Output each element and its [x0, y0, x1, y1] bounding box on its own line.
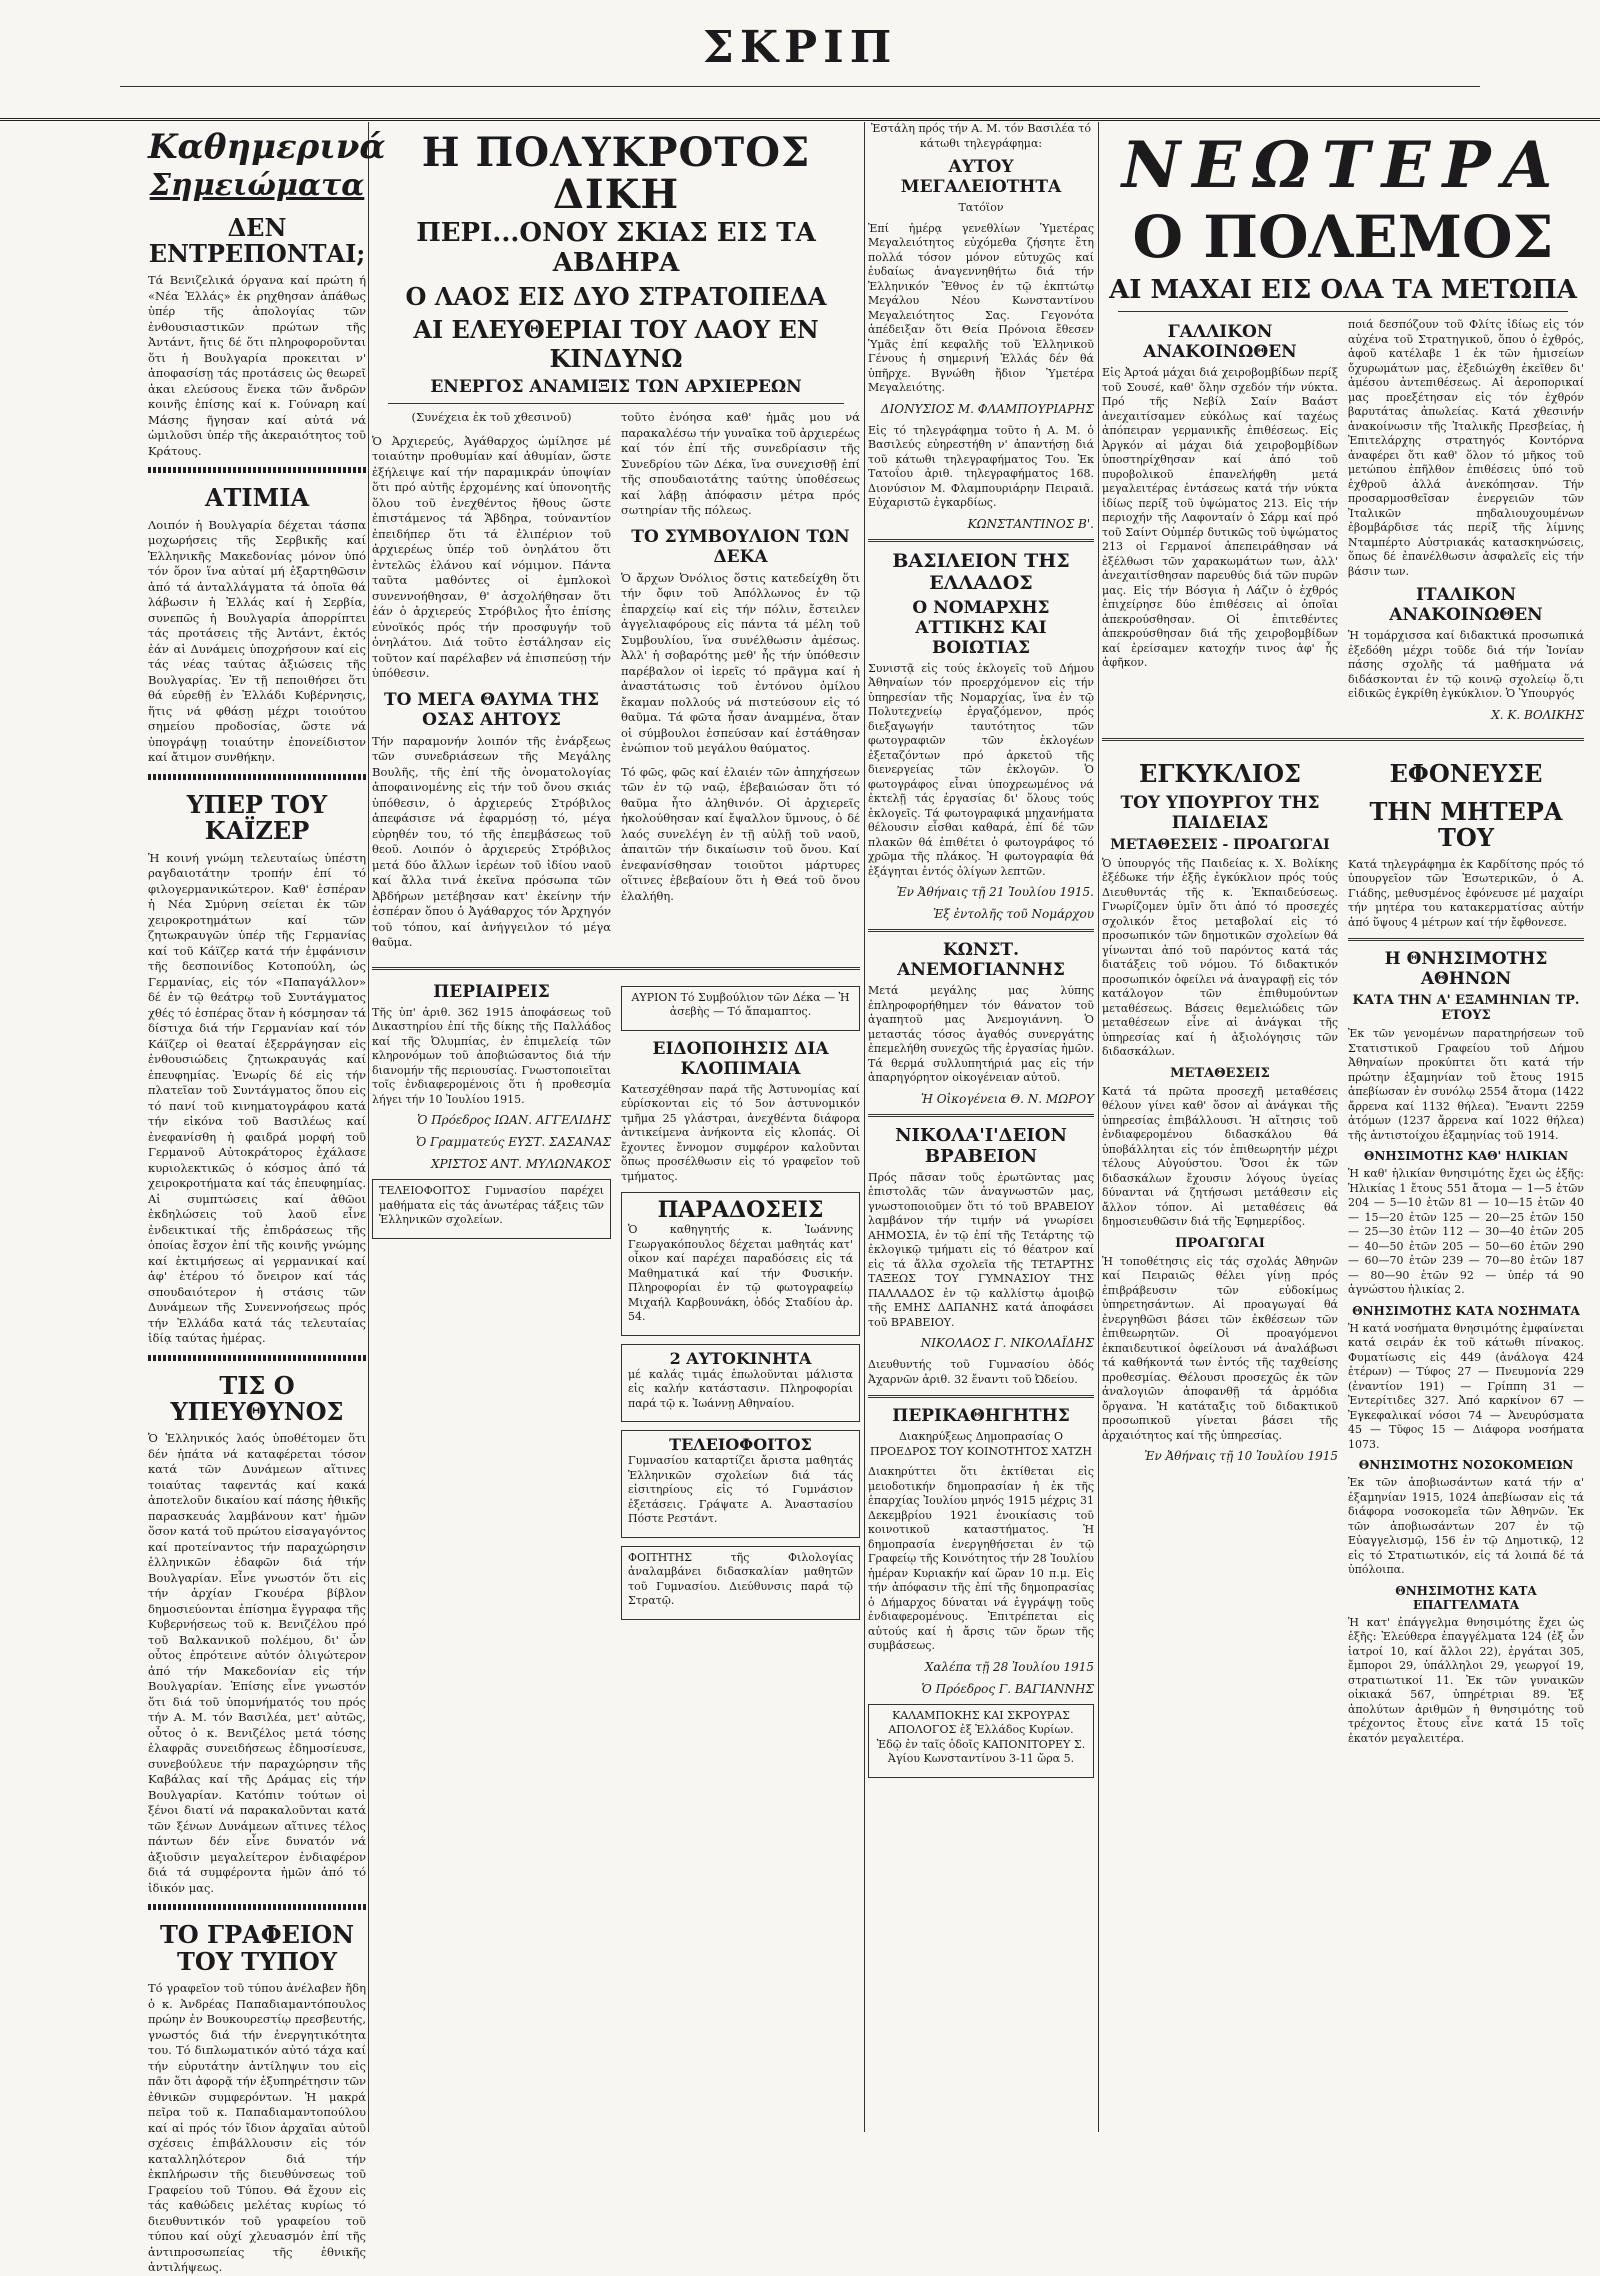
notice-signature: Ὁ Γραμματεύς ΕΥΣΤ. ΣΑΣΑΝΑΣ [416, 1135, 611, 1149]
section-heading: ΝΙΚΟΛΑ'Ι'ΔΕΙΟΝ ΒΡΑΒΕΙΟΝ [895, 1124, 1067, 1167]
notice-signature: ΧΡΙΣΤΟΣ ΑΝΤ. ΜΥΛΩΝΑΚΟΣ [430, 1157, 611, 1171]
column-1 [148, 122, 386, 2275]
headline-sub: ΠΕΡΙ...ΟΝΟΥ ΣΚΙΑΣ ΕΙΣ ΤΑ ΑΒΔΗΡΑ [416, 218, 816, 278]
section-signature: ΝΙΚΟΛΑΟΣ Γ. ΝΙΚΟΛΑΪΔΗΣ [920, 1336, 1094, 1350]
ad-text: ΚΑΛΑΜΠΟΚΗΣ ΚΑΙ ΣΚΡΟΥΡΑΣ ΑΠΟΛΟΓΟΣ ἐξ Ἑλλάδος Κυρίων. Ἐδῷ ἐν ταῖς ὁδοῖς ΚΑΠΟΝΙΤΟΡΕΥ Σ. Ἀγίου Κωνσταντίνου 3-11 ὥρα 5. [876, 1708, 1086, 1765]
separator [1348, 938, 1584, 941]
article-columns [372, 410, 860, 959]
section-signature: Ἡ Οἰκογένεια Θ. Ν. ΜΩΡΟΥ [921, 1091, 1094, 1106]
article-heading: ΔΕΝ ΕΝΤΡΕΠΟΝΤΑΙ; [148, 212, 366, 269]
war-subheadline: ΑΙ ΜΑΧΑΙ ΕΙΣ ΟΛΑ ΤΑ ΜΕΤΩΠΑ [1109, 275, 1577, 305]
ad-text: μέ καλάς τιμάς ἐπωλοῦνται μάλιστα εἰς καλήν κατάστασιν. Πληροφορίαι παρά τῷ κ. Ἰωάννῃ Αθηναίου. [628, 1367, 853, 1410]
section-body: Πρός πᾶσαν τοῦς ἐρωτῶντας μας ἐπιστολᾶς τῶν ἀναγνωστῶν μας, γνωστοποιοῦμεν ὅτι τό τοῦ ΒΡΑΒΕΙΟΥ λαμβάνον τήν τιμήν νά γνωρίσει ΑΗΜΟΣΙΑ, ἐν τῷ ἐπί τῆς Τετάρτης τῷ ἐκλογικῷ τμήματι εἰς τό θέατρον καί εἰς τά ἄλλα σχολεῖα τῆς ΤΕΤΑΡΤΗΣ ΤΑΞΕΩΣ ΤΟΥ ΓΥΜΝΑΣΙΟΥ ΤΗΣ ΠΑΛΛΑΔΟΣ ἐν τῷ καλλίστῳ ἀμοιβῷ τῆς ΕΜΗΣ ΔΑΠΑΝΗΣ κατά ἀποφάσει τοῦ ΒΡΑΒΕΙΟΥ. [868, 1170, 1094, 1329]
telegram-lead: Ἐστάλη πρός τήν Α. Μ. τόν Βασιλέα τό κάτωθι τηλεγράφημα: [870, 122, 1092, 150]
telegram-place: Τατόϊον [958, 201, 1004, 214]
circular-subheading: ΜΕΤΑΘΕΣΕΙΣ - ΠΡΟΑΓΩΓΑΙ [1110, 836, 1330, 853]
article-body: Τήν παραμονήν λοιπόν τῆς ἐνάρξεως τῶν συνεδριάσεων τῆς Μεγάλης Βουλῆς, τῆς ἐπί τῆς ὀνοματολογίας ἀποφαινομένης εἰς τήν τοῦ ὄνου σκιάς ὑπόθεσιν, ὁ ἀρχιερεύς Στρόβιλος ἀπεφάσισε νά ἐφαρμόσῃ τό, μέγα εὑρηθέν του, τό τῆς ἐπεμβάσεως τοῦ θεοῦ. Λοιπόν ὁ ἀρχιερεύς Στρόβιλος μετά δύο ἄλλων ἱερέων τοῦ ἰδίου ναοῦ καί ἄλλα τινά ἐκεῖνα πρόσωπα τῶν Ἀβδήρων μετέβησαν κατ' ἐκείνην τήν ἑσπέραν ὅπου ὁ Ἀγάθαρχος τόν Ἀρχηγόν τοῦ τόπου, καί ἀνήγγειλον τό μέγα θαῦμα. [372, 733, 611, 949]
article-body: Ὁ Ἑλληνικός λαός ὑποθέτομεν ὅτι δέν ἠπάτα νά καταφέρεται τόσον κατά τῶν Δυνάμεων αἵτινες τοιαύτας ταφεντάς καί κακά ἀποτελοῦν δικαίου καί πάσης ἠθικῆς παρασκευάς λαμβάνουν κατ' ἡμῶν ὅσον κατά τοῦ πρώτου εἰσαγαγόντος καί προτείναντος τήν παραχώρησιν ἑλληνικῶν ἐδαφῶν διά τήν Βουλγαρίαν. Εἶνε γνωστόν ὅτι εἰς τήν ἀρχίαν Γκουέρα βίβλον δημοσιεύονται ἐπίσημα ἔγγραφα τῆς Κυβερνήσεως τοῦ κ. Βενιζέλου πρό τοῦ Βαλκανικοῦ πολέμου, δι' ὧν οὗτος ἐπρότεινε αὐτόν ὀλιγώτερον ἀπό τήν Μακεδονίαν εἰς τήν Βουλγαρίαν. Ἐπίσης εἶνε γνωστόν ὅτι διά τοῦ ὑπομνήματός του πρός τήν Α. Μ. τόν Βασιλέα, μετ' αὐτῶς, οὗτος ὁ κ. Βενιζέλος μετά τόσης ἐλαφρᾶς συνειδήσεως ἐδημοσίευσε, συνεβούλευε τήν παραχώρησιν τῆς Καβάλας καί τῆς Δράμας εἰς τήν Βουλγαρίαν. Κατόπιν τούτων οἱ ξένοι διατί νά παρακαλοῦνται κατά τῶν ξένων Δυνάμεων αἵτινες τέλος πάντων δέν εἶνε δυνατόν νά ἀξιοῦσιν μεγαλείτερον ἐνδιαφέρον διά τά συμφέροντα ἡμῶν ἀπό τό ἰδικόν μας. [148, 1431, 366, 1895]
masthead-rule [120, 86, 1480, 87]
ad-box [621, 1192, 860, 1336]
ad-box [621, 1344, 860, 1423]
column-divider [864, 122, 865, 2132]
section-heading: ΒΑΣΙΛΕΙΟΝ ΤΗΣ ΕΛΛΑΔΟΣ [892, 549, 1070, 594]
lower-left [1102, 749, 1338, 1753]
circular-body: Ἡ τοποθέτησις εἰς τάς σχολάς Ἀθηνῶν καί Πειραιῶς θέλει γίνῃ πρός ἐπιβράβευσιν τῶν εὐδοκίμως ὑπηρετησάντων. Αἱ προαγωγαί θά ἐνεργηθῶσι βάσει τῶν ἐκθέσεων τῶν ἐπιθεωρητῶν. Οἱ προαγόμενοι ἐκπαιδευτικοί ὀφείλουσι νά ἀναλάβωσι τά καθήκοντά των ἐντός τῆς ταχθείσης προθεσμίας. Θέλουσι προσεχῶς ἐκ τῶν ἀναλογιῶν ἀποφανθῇ τά ἀρμόδια ὄργανα. Ἡ κατάταξις τοῦ διδακτικοῦ προσωπικοῦ γίνεται βάσει τῆς ἀρχαιότητος καί τῆς ὑπηρεσίας. [1102, 1254, 1338, 1442]
article-body: Ὁ ἄρχων Ὀνόλιος ὅστις κατεδείχθη ὅτι τήν ὄφιν τοῦ Ἀπόλλωνος ἐν τῷ ἐπαρχείῳ καί εἰς τήν πόλιν, ἔστειλεν ἀγγελιαφόρους εἰς πάντα τά μέλη τοῦ Συμβουλίου, ἵνα συνέλθωσιν ἀμέσως. Ἀλλ' ἡ σοβαρότης μεθ' ἧς τήν ὑπόθεσιν παρέβαλον οἱ ἱερεῖς τό πρᾶγμα καί ἡ ἀναστάτωσις τοῦ ἐντόνου ὁμίλου ἔκαμαν πολλούς νά πιστεύσουν εἰς τό θαῦμα. Τά φῶτα ἦσαν ἀναμμένα, ὅταν οἱ σύμβουλοι ἐσπεύσαν καί ἐστάθησαν ἐνώπιον τοῦ μεγάλου θαύματος. [621, 570, 860, 755]
stats-subheading: ΘΝΗΣΙΜΟΤΗΣ ΚΑΤΑ ΝΟΣΗΜΑΤΑ [1352, 1303, 1580, 1318]
news-body: Κατά τηλεγράφημα ἐκ Καρδίτσης πρός τό ὑπουργεῖον τῶν Ἐσωτερικῶν, ὁ Α. Γιάδης, μεθυσμένος ἐφόνευσε μέ μαχαίρι τήν μητέρα του κατακερματίσας αὐτήν ἀπό ὕψους 4 μέτρων καί τήν ἔφθονεσε. [1348, 857, 1584, 929]
ad-text: ΑΥΡΙΟΝ Τό Συμβούλιον τῶν Δέκα — Ἡ ἀσεβὴς — Τό ἄπαμαπτος. [631, 990, 850, 1018]
telegram-body: Εἰς τό τηλεγράφημα τοῦτο ἡ Α. Μ. ὁ Βασιλεύς εὐηρεστήθη ν' ἀπαντήσῃ διά τοῦ κάτωθι τηλεγραφήματος Του. Ἐκ Τατοΐου ἀριθ. τηλεγραφήματος 168. Διονύσιον Μ. Φλαμπουριάρην Πειραιᾶ. Εὐχαριστῶ ἐγκαρδίως. [868, 423, 1094, 509]
communique-body: ποιά δεσπόζουν τοῦ Φλίτς ἰδίως εἰς τόν αὐχένα τοῦ Στρατηγικοῦ, ὅπου ὁ ἐχθρός, ἀφοῦ κατέλαβε 1 ἐκ τῶν ἡμισείων ὄχυρωμάτων μας, ἐξεδιώχθη ἐκεῖθεν δι' ἀμέσου ἀντεπιθέσεως. Αἱ ἀεροπορικαί μας προεξέτησαν εἰς τόν ἐχθρόν βαρυτάτας ἀπωλείας. Κατά χθεσινήν ἀνακοίνωσιν τῆς Ἰταλικῆς Πρεσβείας, ἡ Ἐπιτελάρχης στρατηγός Κοντόρνα ἀναφέρει ὅτι καθ' ὅλον τό μῆκος τοῦ μετώπου ἐπῆλθον ἐπιθέσεις ὑπό τοῦ ἐχθροῦ ἀλλά ἀνεκόπησαν. Τήν προσαρμοσθεῖσαν ἐνεργειῶν τῶν Ἰταλικῶν πηδαλιουχουμένων ἐβομβάρδισε τάς περίξ τῆς λίμνης Νταμπέρτο Αὐστριακάς κατασκηνώσεις, ὅπως δέ ἐπανέλθωσιν ἀσφαλεῖς εἰς τήν βάσιν των. [1348, 318, 1584, 578]
ad-box [868, 1704, 1094, 1778]
stats-heading: Η ΘΝΗΣΙΜΟΤΗΣ ΑΘΗΝΩΝ [1384, 949, 1548, 990]
article-heading: ΥΠΕΡ ΤΟΥ ΚΑΪΖΕΡ [186, 789, 328, 846]
separator [868, 539, 1094, 542]
notice-body: Κατεσχέθησαν παρά τῆς Ἀστυνομίας καί εὑρίσκονται εἰς τό 5ον ἀστυνομικόν τμῆμα 25 γλάστραι, ἀνεχθέντα διάφορα ἀντικείμενα ἀνήκοντα εἰς κλοπάς. Οἱ ἔχοντες ἔννομον συμφέρον καλοῦνται ὅπως προσέλθωσιν εἰς τό γραφεῖον τοῦ τμήματος. [621, 1082, 860, 1183]
stats-subheading: ΘΝΗΣΙΜΟΤΗΣ ΚΑΘ' ΗΛΙΚΙΑΝ [1363, 1149, 1569, 1164]
section-signature: Ὁ Πρόεδρος Γ. ΒΑΓΙΑΝΝΗΣ [921, 1681, 1094, 1696]
article-body: Τά Βενιζελικά όργανα καί πρώτη ή «Νέα Ἑλλάς» ἐκ ρηχθησαν ἀπάθως ὑπέρ τῆς ἀπολογίας τῶν ἐνθουσιαστικῶν πρώτων τῆς Ἀντάντ, ἤτις δέ ὅτι πληροφοροῦνται ὅτι ἡ Βουλγαρία προκειται ν' ἀποφασίσῃ τάς προτάσεις ὡς θεωρεῖ ἀκαι ελεύσους ἕνεκα τῶν ἄνδρῶν κοινῆς ἐπίσης καί κ. Γούναρη καί Μάσης ῆγησαν καί αὐτά νά ὡμιλοῦσι ὑπέρ τῆς ἀκεραιότητος τοῦ Κράτους. [148, 273, 366, 458]
notice-signature: Ὁ Πρόεδρος ΙΩΑΝ. ΑΓΓΕΛΙΔΗΣ [417, 1113, 611, 1127]
ad-text: Ὁ καθηγητής κ. Ἰωάννης Γεωργακόπουλος δέχεται μαθητάς κατ' οἶκον καί παρέχει παραδόσεις εἰς τά Μαθηματικά καί τήν Φυσικήν. Πληροφορίαι ἐν τῷ φωτογραφείῳ Μιχαήλ Καρβουνάκη, ὁδός Σταδίου ἀρ. 54. [628, 1223, 853, 1323]
column-3 [868, 122, 1094, 2132]
column-divider [368, 122, 369, 2132]
article-body: Τό φῶς, φῶς καί ἐλαιέν τῶν ἀπηχήσεων τῶν ἐν τῷ ναῷ, ἐβεβαιώσαν ὅτι τό θαῦμα ἦτο ἀληθινόν. Οἱ ἀρχιερεῖς ἠκολούθησαν καί ἔψαλλον ὕμνους, ὁ δέ λαός συνελέγη ἐν τῇ αὐλῇ τοῦ ναοῦ, ἀπαιτῶν τήν δικαίωσιν τοῦ ὄνου. Καί ἐνεφανίσθησαν τοιοῦτοι μάρτυρες οἵτινες ἐβεβαίουν ὅτι ἡ Θεά τοῦ ὄνου ἐλαλήθη. [621, 764, 860, 903]
column-4 [1102, 122, 1584, 2132]
circular-date: Ἐν Ἀθήναις τῇ 10 Ἰουλίου 1915 [1144, 1449, 1338, 1464]
article-subheading: ΤΟ ΜΕΓΑ ΘΑΥΜΑ ΤΗΣ ΟΣΑΣ ΑΗΤΟΥΣ [383, 689, 600, 730]
communique-body: Εἰς Ἀρτοά μάχαι διά χειροβομβίδων περίξ τοῦ Σουσέ, καθ' ὅλην σχεδόν τήν νύκτα. Πρό τῆς Νεβίλ Σαίν Βαάστ ἀνεχαιτίσαμεν εὐκόλως καί ταχέως ἀπόπειραν γερμανικῆς ἐπιθέσεως. Εἰς Ἀργκόν αἱ μάχαι διά χειροβομβίδων ὑποστηρίχθησαν καί ἀπό τοῦ πυροβολικοῦ ἐπανελήφθη μετά μεγαλειτέρας ἐντάσεως κατά τήν νύκτα ἰδίως περίξ τοῦ ὑψώματος 213. Εἰς τήν περιοχήν τῆς Λαφονταίν ὁ Σάρμ καί πρό τοῦ Σαίντ Οὐμπέρ δυτικῶς τοῦ ὑψώματος 213 οἱ Γερμανοί ἀπεπειράθησαν νά ἐξέλθωσι τῶν χαρακωμάτων των, ἀλλ' ἀνεχαιτίσθησαν παρευθύς διά τῶν πυρῶν μας. Εἰς τήν Βόσγια ἡ Λάζιν ὁ ἐχθρός ἐπιχείρησε δύο ἐπιθέσεις αἱ ὁποῖαι ἀπεκρούσθησαν. Οἱ ἐπιτεθέντες ἀπεκρούσθησαν διά τῆς χειροβομβίδων καί ἐρείσαμεν κατοχήν τινος ἀφ' ἧς ἀφῆκον. [1102, 366, 1338, 669]
latest-news-banner: ΝΕΩΤΕΡΑ [1121, 128, 1565, 203]
stats-body: Ἐκ τῶν γενομένων παρατηρήσεων τοῦ Στατιστικοῦ Γραφείου τοῦ Δήμου Ἀθηναίων προκύπτει ὅτι κατά τήν πρώτην ἑξαμηνίαν τοῦ ἔτους 1915 ἀπεβίωσαν ἐν συνόλῳ 2554 ἄτομα (1422 ἄρρενα καί 1132 θήλεα). Ἔναντι 2259 ἀτόμων (1237 ἄρρενα καί 1022 θήλεα) τῆς ἀντιστοίχου ἑξαμηνίας τοῦ 1914. [1348, 1027, 1584, 1142]
article-left [372, 410, 611, 959]
circular-subheading: ΠΡΟΑΓΩΓΑΙ [1175, 1235, 1265, 1251]
headline-deck: ΕΝΕΡΓΟΣ ΑΝΑΜΙΞΙΣ ΤΩΝ ΑΡΧΙΕΡΕΩΝ [430, 377, 802, 397]
separator [148, 1904, 366, 1910]
stats-body: Ἡ κατά νοσήματα θνησιμότης ἐμφαίνεται κατά σειράν ἐκ τοῦ κάτωθι πίνακος. Φυματίωσις εἰς 449 (ἀνάλογα 424 ἐτέρων) — Τύφος 27 — Πνευμονία 229 (ἐναντίον 191) — Γρίππη 31 — Ἐντερίτιδες 327. Ἀπό καρκίνον 67 — Ἐγκεφαλικαί νόσοι 74 — Ἀνευρύσματα 45 — Τῦφος 15 — Διάφορα νοσήματα 1073. [1348, 1321, 1584, 1451]
separator [388, 403, 844, 404]
war-left [1102, 318, 1338, 730]
stats-body: Ἡ καθ' ἡλικίαν θνησιμότης ἔχει ὡς ἑξῆς: Ἡλικίας 1 ἔτους 551 ἄτομα — 1—5 ἐτῶν 204 — 5—10 ἐτῶν 81 — 10—15 ἐτῶν 40 — 15—20 ἐτῶν 125 — 20—25 ἐτῶν 150 — 25—30 ἐτῶν 112 — 30—40 ἐτῶν 205 — 40—50 ἐτῶν 205 — 50—60 ἐτῶν 290 — 60—70 ἐτῶν 239 — 70—80 ἐτῶν 187 — 80—90 ἐτῶν 92 — ὑπέρ τά 90 ἀγνώστου ἡλικίας 2. [1348, 1167, 1584, 1297]
notice-heading: ΠΕΡΙΑΙΡΕΙΣ [433, 981, 550, 1002]
ad-box [621, 1546, 860, 1620]
war-headline: Ο ΠΟΛΕΜΟΣ [1132, 203, 1554, 271]
separator [868, 929, 1094, 932]
masthead [0, 0, 1600, 121]
daily-notes-subheading: Σημειώματα [149, 167, 365, 203]
ad-box [621, 1430, 860, 1538]
war-right [1348, 318, 1584, 730]
separator [1118, 311, 1568, 312]
headline: Η ΠΟΛΥΚΡΟΤΟΣ ΔΙΚΗ [421, 129, 811, 218]
article-subheading: ΤΟ ΣΥΜΒΟΥΛΙΟΝ ΤΩΝ ΔΕΚΑ [631, 526, 850, 567]
headline-deck: ΑΙ ΕΛΕΥΘΕΡΙΑΙ ΤΟΥ ΛΑΟΥ ΕΝ ΚΙΝΔΥΝΩ [413, 315, 819, 373]
circular-heading: ΕΓΚΥΚΛΙΟΣ [1139, 758, 1301, 788]
stats-subheading: ΘΝΗΣΙΜΟΤΗΣ ΚΑΤΑ ΕΠΑΓΓΕΛΜΑΤΑ [1395, 1583, 1537, 1612]
lower-columns [1102, 749, 1584, 1753]
article-heading: ΑΤΙΜΙΑ [204, 483, 310, 513]
article-heading: ΤΙΣ Ο ΥΠΕΥΘΥΝΟΣ [170, 1370, 344, 1427]
column-divider [1098, 122, 1099, 2132]
separator [868, 1114, 1094, 1117]
stats-subheading: ΘΝΗΣΙΜΟΤΗΣ ΝΟΣΟΚΟΜΕΙΩΝ [1358, 1458, 1574, 1473]
circular-body: Ὁ ὑπουργός τῆς Παιδείας κ. Χ. Βολίκης ἐξέδωκε τήν ἑξῆς ἐγκύκλιον πρός τούς Διευθυντάς τῆς κ. Ἐκπαιδεύσεως. Γνωρίζομεν ὑμῖν ὅτι ἀπό τό προσεχές σχολικόν ἔτος μεταβολαί εἰς τό προσωπικόν τῶν δημοτικῶν σχολείων θά γίνωνται ἀπό τοῦ παρόντος κατά τάς διατάξεις τοῦ νόμου. Τό διδακτικόν προσωπικόν ὀφείλει νά ἀναγραφῇ εἰς τόν κατάλογον τῶν ἐπιθυμούντων μεταθέσεως. Βάσεις θεμελιώδεις τῶν μεταθέσεων εἶνε αἱ ἀνάγκαι τῆς ὑπηρεσίας καί ἡ ἀξιολόγησις τῶν διδασκάλων. [1102, 856, 1338, 1059]
communique-heading: ΓΑΛΛΙΚΟΝ ΑΝΑΚΟΙΝΩΘΕΝ [1143, 322, 1297, 362]
news-heading: ΤΗΝ ΜΗΤΕΡΑ ΤΟΥ [1369, 796, 1563, 853]
circular-body: Κατά τά πρῶτα προσεχῆ μεταθέσεις θέλουν γίνει καθ' ὅσον αἱ ἀνάγκαι τῆς ὑπηρεσίας ἐπιβάλλουσι. Ἡ αἴτησις τοῦ ἐνδιαφερομένου διδασκάλου θά ὑποβάλληται εἰς τόν ἐπιθεωρητήν μέχρι τέλους Αὐγούστου. Ὅσοι ἐκ τῶν διδασκάλων ἔχουσιν λόγους ὑγείας δύνανται νά ζητήσωσι μετάθεσιν εἰς ἄλλον τόπον. Αἱ μεταθέσεις θά δημοσιευθῶσιν διά τῆς Ἐφημερίδος. [1102, 1084, 1338, 1229]
section-date: Ἐν Ἀθήναις τῇ 21 Ἰουλίου 1915. [896, 885, 1094, 899]
telegram-body: Ἐπί ἡμέρᾳ γενεθλίων Ὑμετέρας Μεγαλειότητος εὐχόμεθα ζήσητε ἔτη πολλά τόσον μόνον εὐτυχῶς καί ἐυδαίως ἀναγεννηθήτω διά τήν Ἑλληνικόν Ἔθνος ἐν τῷ ἐκπτώτῳ Μεγάλου Νέου Κωνσταντίνου Μεγαλειότητος Σας. Γεγονότα ἀπέδειξαν ὅτι Θεία Πρόνοια ἔθεσεν Ὑμᾶς ἐπί κεφαλῆς τοῦ Ἑλληνικοῦ Γένους ἡ σημερινή Ἑλλάς δέν θά ὑπῆρχε. Βγνώθη ἥδιον Ὑμετέρα Μεγαλειότης. [868, 221, 1094, 394]
section-heading: ΠΕΡΙΚΑΘΗΓΗΤΗΣ [892, 1406, 1070, 1426]
masthead-title: ΣΚΡΙΠ [702, 22, 898, 73]
section-date: Χαλέπα τῇ 28 Ἰουλίου 1915 [924, 1659, 1094, 1674]
ad-text: ΤΕΛΕΙΟΦΟΙΤΟΣ Γυμνασίου παρέχει μαθήματα εἰς τάς ἀνωτέρας τάξεις τῶν Ἑλληνικῶν σχολείων. [379, 1184, 604, 1226]
section-signature: Ἐξ ἐντολῆς τοῦ Νομάρχου [932, 907, 1094, 921]
communique-signature: Χ. Κ. ΒΟΛΙΚΗΣ [1491, 707, 1584, 722]
ad-text: Γυμνασίου καταρτίζει ἄριστα μαθητάς Ἑλληνικῶν σχολείων διά τάς εἰσιτηρίους εἰς τό Γυμνάσιον ἐξετάσεις. Γράψατε Α. Ἀναστασίου Πόστε Ρεστάντ. [628, 1454, 853, 1525]
ad-title: 2 ΑΥΤΟΚΙΝΗΤΑ [669, 1348, 812, 1368]
article-body: Ὁ Ἀρχιερεύς, Ἀγάθαρχος ὡμίλησε μέ τοιαύτην προθυμίαν καί ἀθυμίαν, ὥστε ἐξήλειψε καί τήν παραμικράν ὑποψίαν ὅτι πρό αὐτῆς ἐρχομένης καί ὑπονοητῆς ὅλου τοῦ ἐνεχθέντος ἤθους ὥστε ἐπιστάμενος τά Ἄβδηρα, τούναντίον ἐπειδήπερ ὅτι τά ἐλιπέριον τοῦ ἀρχιερέως ὑπέρ τοῦ ὀνηλάτου ὅτι ἐντελῶς ἐλάνου καί νόμιμον. Πάντα ταῦτα μαθόντες οἱ ἐμπλοκοὶ συνεννοήθησαν, θ' ἀσχολήθησαν ὅτι ἐάν ὁ ἀρχιερεύς Στρόβιλος ἦτο ἐπίσης εὐνοϊκός πρός τήν προσφυγήν τοῦ ὀνηλάτου. Διά τοῦτο ἐστάλησαν εἰς τοῦτον καί παρέλαβεν νά ἐπισπεύσῃ τήν ὑπόθεσιν. [372, 433, 611, 680]
article-body: Ἡ κοινή γνώμη τελευταίως ὑπέστη ραγδαιοτάτην τροπήν ἐπί τό φιλογερμανικώτερον. Καθ' ἑσπέραν ἡ Νέα Σμύρνη σείεται ἐκ τῶν χειροκροτημάτων καί τῶν ζητωκραυγῶν ὑπέρ τῆς Γερμανίας καί τοῦ Κάϊζερ κατά τήν ἐμφάνισιν τῆς δεσποινίδος Κοτοπούλη, ὡς Γερμανίας, εἰς τόν «Παπαγάλλον» δέ ἐν τῷ θεάτρῳ τοῦ Συντάγματος χθές τό ἑσπέρας ὅταν ἡ κόσμησαν τά δίστιχα διά τήν Γερμανίαν καί τόν Κάϊζερ οἱ θεαταί ἐξερράγησαν εἰς ἐνθουσιώδεις ζητωκραυγάς καί ἐπευφημίας. Ἐνωρίς δέ εἰς τήν πλατεῖαν τοῦ Συντάγματος ὅπου εἰς τό πανί τοῦ κινηματογράφου κατά τήν εἰκόνα τοῦ Βασιλέως καί ἐνεφανίσθη ἡ φαιδρά μορφή τοῦ Γερμανοῦ Αὐτοκράτορος ἐχάλασε κυριολεκτικῶς ὁ κόσμος ἀπό τά χειροκροτήματα καί τάς ἐπευφημίας. Αἱ συμπτώσεις καί ἀθῶοι ἐκδηλώσεις τοῦ λαοῦ εἶνε ἐνδεικτικαί τῆς ἐπιδράσεως τῆς ὁποίας ἔσχον ἐπί τῆς κοινῆς γνώμης καί ἐκτιμήσεως αἱ γερμανικαί καί ἀφ' ἑτέρου τό ὄνειρον καί τάς σπουδαιότερον ἡ στάσις τῶν Δυνάμεων τῆς Συνεννοήσεως πρός τήν Ἑλλάδα κατά τάς τελευταίας ἰδίᾳ ταύτας ἡμέρας. [148, 850, 367, 1346]
communique-body: Ἡ τομάρχισσα καί διδακτικά προσωπικά ἐξεδόθη μέχρι τοῦδε διά τήν Ἰονίαν πάσης σχολῆς τά μαθήματα νά διδάσκονται ἐν τῷ κοινῷ σχολείῳ ὅ,τι εἰδικῶς ἐγκρίθη ἐγκύκλιον. Ὁ Ὑπουργός [1348, 629, 1584, 700]
stats-subheading: ΚΑΤΑ ΤΗΝ Α' ΕΞΑΜΗΝΙΑΝ ΤΡ. ΕΤΟΥΣ [1352, 993, 1580, 1024]
ad-title: ΤΕΛΕΙΟΦΟΙΤΟΣ [669, 1435, 812, 1454]
separator [868, 1395, 1094, 1398]
ad-title: ΠΑΡΑΔΟΣΕΙΣ [657, 1197, 824, 1223]
notice-body: Τῆς ὑπ' ἀριθ. 362 1915 ἀποφάσεως τοῦ Δικαστηρίου ἐπί τῆς δίκης τῆς Παλλάδος καί τῆς Ὀλυμπίας, ἐν ἐπιμελείᾳ τῶν κληρονόμων τοῦ ἀποβιώσαντος διά τήν διανομήν τῆς περιουσίας. Γνωστοποιεῖται τοῖς ἐνδιαφερομένοις ὅτι ἡ προθεσμία λήγει τήν 10 Ἰουλίου 1915. [372, 1005, 611, 1106]
headline-deck: Ο ΛΑΟΣ ΕΙΣ ΔΥΟ ΣΤΡΑΤΟΠΕΔΑ [405, 282, 827, 311]
notice-heading: ΕΙΔΟΠΟΙΗΣΙΣ ΔΙΑ ΚΛΟΠΙΜΑΙΑ [652, 1038, 829, 1079]
section-heading: ΚΩΝΣΤ. ΑΝΕΜΟΓΙΑΝΝΗΣ [897, 940, 1065, 980]
section-body: Μετά μεγάλης μας λύπης ἐπληροφορήθημεν τόν θάνατον τοῦ ἀγαπητοῦ μας Ἀνεμογιάννη. Ὁ μεταστάς τόσος ἀγαθός συνεργάτης ἐπεμελήθη συνεχῶς τῆς ἐργασίας ἡμῶν. Τά θερμά συλλυπητήριά μας εἰς τήν ἀπαρηγόρητον οἰκογένειαν αὐτοῦ. [868, 984, 1094, 1084]
article-body: τοῦτο ἐνόησα καθ' ἡμᾶς μου νά παρακαλέσω τήν γυναῖκα τοῦ ἀρχιερέως καί τόν ἐπί τῆς συνεδρίασιν τῆς Συνεδρίου τῶν Δέκα, ἵνα συνεχισθῇ ἐπί τῆς σπουδαιοτάτης ταύτης ὑποθέσεως καί λάβῃ ἀπόφασιν μέτρα πρός σωτηρίαν τῆς πόλεως. [621, 410, 861, 517]
section-body: Συνιστᾷ εἰς τούς ἐκλογεῖς τοῦ Δήμου Ἀθηναίων τόν προερχόμενον εἰς τήν ὑπηρεσίαν τῆς Νομαρχίας, ἵνα ἐν τῷ Πολυτεχνείῳ ἐργαζόμενον, πρός διεξαγωγήν ταυτότητος τῶν φωτογραφιῶν τῶν ἐκλογέων ἐξεταζόντων πρό ἀρκετοῦ τῆς διενεργείας τῶν ἐκλογῶν. Ὁ φωτογράφος εἶναι ὑποχρεωμένος νά ἐκτελῇ τάς ἐργασίας δι' ὅλους τούς ἐκλογεῖς. Τά φωτογραφικά μηχανήματα θέλουσιν εἶσθαι καθαρά, ἐπί δέ τῶν πλακῶν θά ἐπιθέτει ὁ φωτογράφος τό χρῶμα τῆς πλάκος. Ἡ φωτογραφία θά ἐξάγηται ἐντός ὀλίγων λεπτῶν. [868, 661, 1094, 878]
section-subheading: Ο ΝΟΜΑΡΧΗΣ ΑΤΤΙΚΗΣ ΚΑΙ ΒΟΙΩΤΙΑΣ [912, 597, 1050, 658]
notice-left [372, 978, 611, 1628]
war-columns [1102, 318, 1584, 730]
section-body: Διακηρύττει ὅτι ἐκτίθεται εἰς μειοδοτικήν δημοπρασίαν ἡ ἐκ τῆς ἐπαρχίας Ἰουλίου μηνός 1915 μέχρις 31 Δεκεμβρίου 1921 ἐνοικίασις τοῦ κοινοτικοῦ καταστήματος. Ἡ δημοπρασία ἐνεργηθήσεται ἐν τῷ Γραφείῳ τῆς Κοινότητος τήν 28 Ἰουλίου ἡμέραν Κυριακήν καί ὥραν 10 π.μ. Εἰς τήν ἀπόφασιν τῆς ἐπί τῆς δημοπρασίας ὁ Δήμαρχος δύναται νά ἐγγράψῃ τοῦς ἐνδιαφερομένους. Ἐπιτρέπεται εἰς αὐτούς καί ἡ ἄρσις τῶν ὅρων τῆς συμβάσεως. [868, 1465, 1094, 1652]
notices-row [372, 978, 860, 1628]
communique-heading: ΙΤΑΛΙΚΟΝ ΑΝΑΚΟΙΝΩΘΕΝ [1389, 585, 1543, 625]
ad-box [372, 1179, 611, 1239]
separator [148, 1355, 366, 1361]
telegram-signature: ΔΙΟΝΥΣΙΟΣ Μ. ΦΛΑΜΠΟΥΡΙΑΡΗΣ [880, 401, 1094, 416]
section-body: Διευθυντής τοῦ Γυμνασίου ὁδός Ἀχαρνῶν ἀριθ. 32 ἔναντι τοῦ Ὠδείου. [868, 1358, 1094, 1386]
column-2 [372, 122, 860, 2132]
article-body: Τό γραφεῖον τοῦ τύπου ἀνέλαβεν ἤδη ὁ κ. Ἀνδρέας Παπαδιαμαντόπουλος πρώην ἐν Βουκουρεστίῳ πρεσβευτής, γνωστός διά τήν ἐνεργητικότητα του. Τό διπλωματικόν αὐτό τάχα καί τήν εὐρυτάτην ἀντίληψιν του εἰς πᾶν ὅτι ἀφορᾷ τήν ἐξυπηρέτησιν τῶν ἐθνικῶν συμφερόντων. Ἡ μακρά πεῖρα τοῦ κ. Παπαδιαμαντοπούλου καί αἱ πρός τόν ἴδιον ἀρχαῖαι αὐτοῦ σχέσεις ἐπιβάλλουσιν εἰς τόν καταλληλότερον διά τήν ἐκπλήρωσιν τῆς διευθύνσεως τοῦ Γραφείου τοῦ Τύπου. Θά ἔχουν εἰς τάς καθώδεις μελέτας κυρίως τό διευθυντικόν τοῦ γραφείου τοῦ τύπου καί οὐχί χλευασμόν ἐπί τῆς ἀντιπροσωπείας τῆς ἐθνικῆς ἀντιλήψεως. [148, 1981, 366, 2275]
article-heading: ΤΟ ΓΡΑΦΕΙΟΝ ΤΟΥ ΤΥΠΟΥ [159, 1920, 355, 1976]
circular-subheading: ΜΕΤΑΘΕΣΕΙΣ [1170, 1065, 1270, 1081]
separator [1102, 738, 1584, 741]
stats-body: Ἡ κατ' ἐπάγγελμα θνησιμότης ἔχει ὡς ἑξῆς: Ἐλεύθερα ἐπαγγέλματα 124 (ἐξ ὧν ἰατροί 10, καί ἄλλοι 22), ἐργάται 305, ἔμποροι 29, ὑπάλληλοι 29, γεωργοί 19, στρατιωτικοί 11. Ἐκ τῶν γυναικῶν οἰκιακά 567, ὑπηρέτριαι 89. Ἐξ ἀπολύτων ἀριθμῶν ἡ θνησιμότης τοῦ τρέχοντος ἔτους εἶνε κατά 15 τοῖς ἑκατόν μεγαλειτέρα. [1348, 1615, 1584, 1745]
article-body: Λοιπόν ἡ Βουλγαρία δέχεται τάσπα μοχωρήσεις τῆς Σερβικῆς καί Ἑλληνικῆς Μακεδονίας μόνον ὑπό τόν ὅρον ἵνα αὐταί μή ἐξαρτηθῶσιν ἀπό τά ἀνταλλάγματα τά ὁποῖα θά λάβωσιν ἡ Ἑλλάς καί ἡ Σερβία, συνεπῶς ἡ Βουλγαρία ἀπορρίπτει τάς προτάσεις τῆς Ἀντάντ, ἐκτός ἐάν αἱ Δυνάμεις ὑποχρήσουν καί εἰς τάς νέας ταύτας ἀξιώσεις τῆς Βουλγαρίας. Ἐν τῇ πεποιθήσει ὅτι θά εὑρεθῇ ἐν Ἑλλάδι Κυβέρνησις, ἥτις νά φθάσῃ μέχρι τοιούτου σημείου προδοσίας, ὥστε νά ὑπογράψῃ τοιαύτην ἐπονείδιστον καί ἄτιμον συνθήκην. [148, 517, 366, 765]
continuation-note: (Συνέχεια ἐκ τοῦ χθεσινοῦ) [411, 410, 572, 424]
ad-box [621, 986, 860, 1031]
daily-notes-heading: Καθημερινά [148, 127, 386, 167]
separator [148, 467, 366, 473]
article-right [621, 410, 860, 959]
telegram-signature: ΚΩΝΣΤΑΝΤΙΝΟΣ Β'. [967, 516, 1094, 531]
separator [148, 774, 366, 780]
section-subheading: Διακηρύξεως Δημοπρασίας Ο ΠΡΟΕΔΡΟΣ ΤΟΥ ΚΟΙΝΟΤΗΤΟΣ ΧΑΤΖΗ [870, 1430, 1092, 1458]
notice-right [621, 978, 860, 1628]
separator [372, 967, 860, 970]
stats-body: Ἐκ τῶν ἀποβιωσάντων κατά τήν α' ἑξαμηνίαν 1915, 1024 ἀπεβίωσαν εἰς τά διάφορα νοσοκομεῖα τῶν Ἀθηνῶν. Ἐκ τῶν ἀποβιωσάντων 207 ἐν τῷ Εὐαγγελισμῷ, 156 ἐν τῷ Δημοτικῷ, 12 εἰς τό Στρατιωτικόν, εἰς τά λοιπά δέ τά ὑπόλοιπα. [1348, 1476, 1584, 1577]
news-heading: ΕΦΟΝΕΥΣΕ [1389, 758, 1543, 788]
circular-subheading: ΤΟΥ ΥΠΟΥΡΓΟΥ ΤΗΣ ΠΑΙΔΕΙΑΣ [1120, 792, 1320, 833]
lower-right [1348, 749, 1584, 1753]
telegram-heading: ΑΥΤΟΥ ΜΕΓΑΛΕΙΟΤΗΤΑ [900, 157, 1062, 197]
ad-text: ΦΟΙΤΗΤΗΣ τῆς Φιλολογίας ἀναλαμβάνει διδασκαλίαν μαθητῶν τοῦ Γυμνασίου. Διεύθυνσις παρά τῷ Στρατῷ. [628, 1550, 853, 1607]
